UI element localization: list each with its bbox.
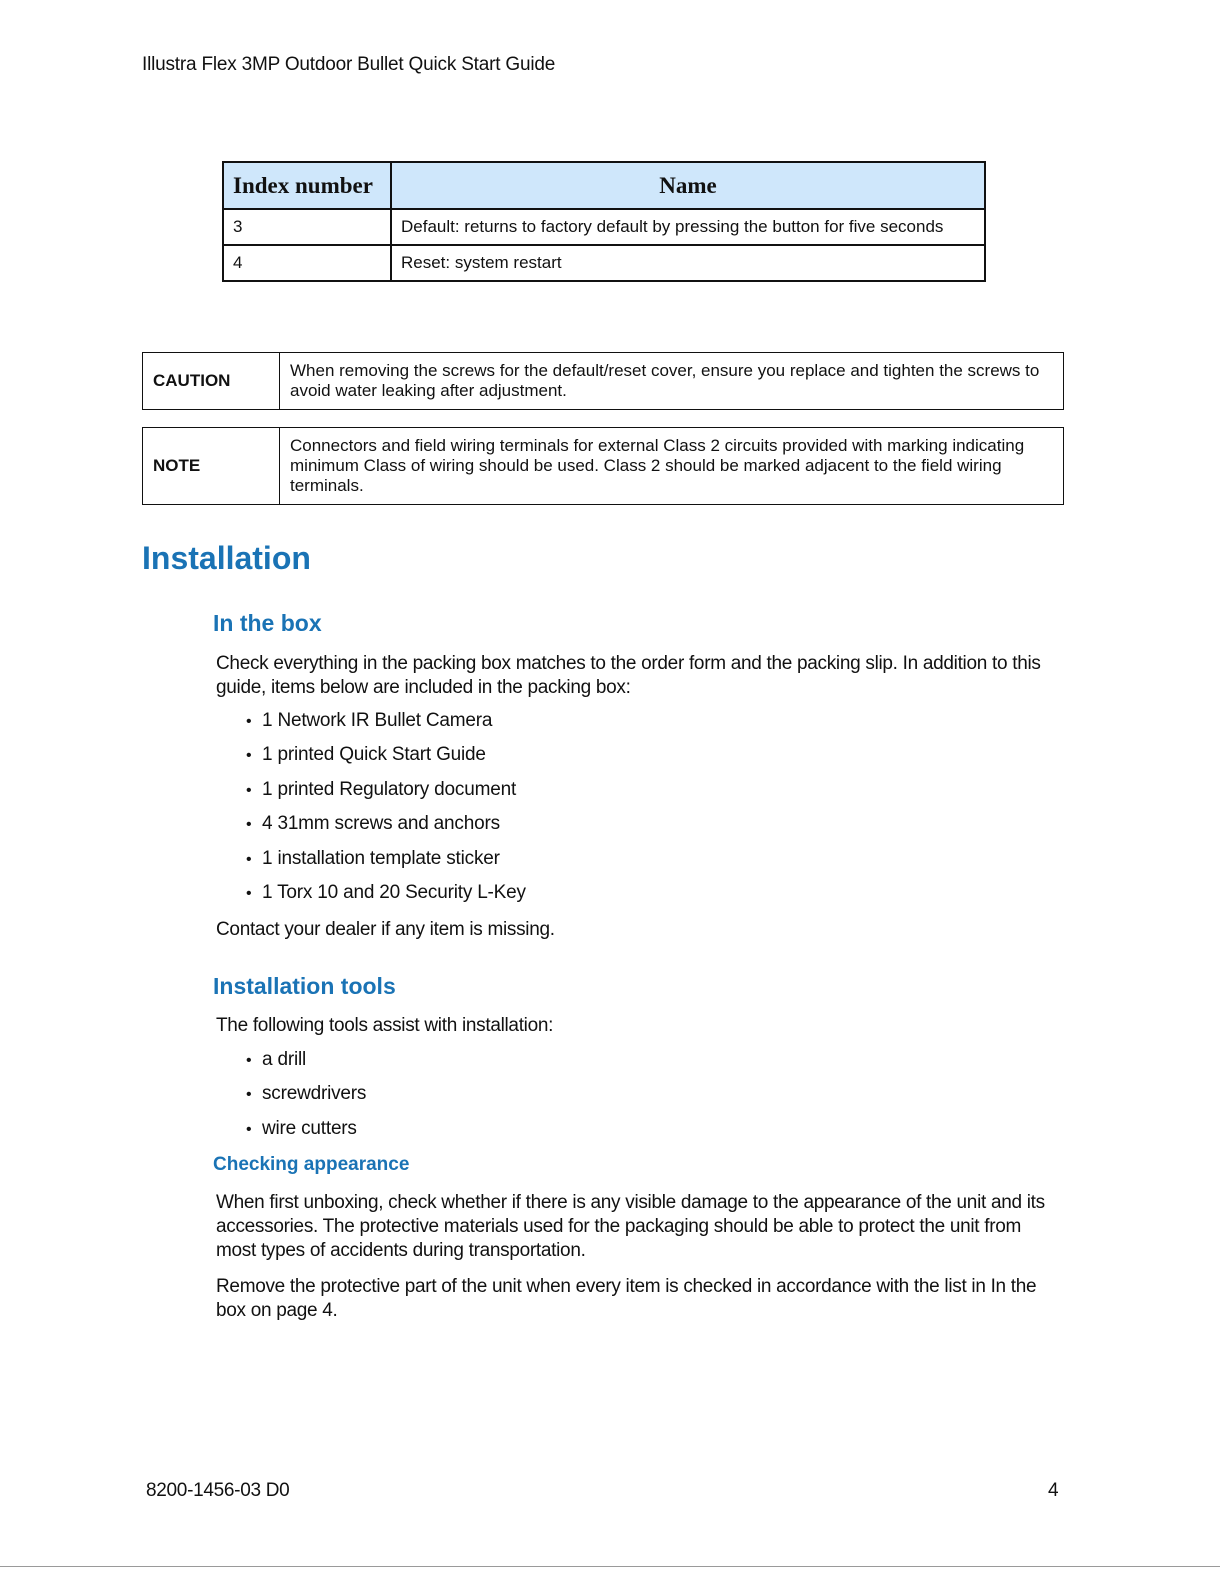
caution-text: When removing the screws for the default/reset cover, ensure you replace and tighten the screws to avoid water leaking after adjustment. <box>280 353 1064 410</box>
bullet-icon: • <box>246 1086 252 1104</box>
installation-tools-list <box>246 1048 366 1151</box>
in-the-box-intro: Check everything in the packing box matches to the order form and the packing slip. In addition to this guide, items below are included in the packing box: <box>216 653 1041 698</box>
column-header-index-number: Index number <box>223 162 391 209</box>
table-cell-index: 4 <box>223 245 391 281</box>
list-item <box>246 881 526 915</box>
list-item-text: 4 31mm screws and anchors <box>262 813 500 835</box>
list-item-text: wire cutters <box>262 1117 357 1139</box>
checking-appearance-heading: Checking appearance <box>213 1154 410 1175</box>
checking-appearance-paragraph-1: When first unboxing, check whether if there is any visible damage to the appearance of the unit and its accessories. The protective materials used for the packaging should be able to protect the unit from most types of accidents during transportation. <box>216 1192 1045 1261</box>
bullet-icon: • <box>246 850 252 868</box>
checking-appearance-paragraph-2: Remove the protective part of the unit when every item is checked in accordance with the list in In the box on page 4. <box>216 1276 1037 1321</box>
list-item-text: 1 Network IR Bullet Camera <box>262 710 493 731</box>
list-item <box>246 709 526 743</box>
index-table <box>222 161 986 282</box>
bullet-icon: • <box>246 816 252 834</box>
bullet-icon: • <box>246 747 252 765</box>
table-row <box>223 209 985 245</box>
in-the-box-heading: In the box <box>213 610 322 636</box>
in-the-box-list <box>246 709 526 915</box>
table-row <box>223 245 985 281</box>
note-label: NOTE <box>143 428 280 505</box>
footer-document-number: 8200-1456-03 D0 <box>146 1480 290 1501</box>
list-item <box>246 1048 366 1082</box>
bullet-icon: • <box>246 1120 252 1138</box>
caution-label: CAUTION <box>143 353 280 410</box>
note-text: Connectors and field wiring terminals for external Class 2 circuits provided with marking indicating minimum Class of wiring should be used. Class 2 should be marked adjacent to the field wiring terminals. <box>280 428 1064 505</box>
installation-tools-heading: Installation tools <box>213 973 396 999</box>
list-item <box>246 1117 366 1151</box>
page-header-title: Illustra Flex 3MP Outdoor Bullet Quick Start Guide <box>142 54 556 75</box>
note-box <box>142 427 1064 505</box>
list-item-text: 1 Torx 10 and 20 Security L-Key <box>262 881 526 903</box>
installation-tools-intro: The following tools assist with installation: <box>216 1015 554 1036</box>
list-item-text: 1 printed Regulatory document <box>262 778 517 800</box>
list-item <box>246 847 526 881</box>
column-header-name: Name <box>391 162 985 209</box>
table-cell-index: 3 <box>223 209 391 245</box>
page-bottom-divider <box>0 1566 1220 1567</box>
list-item <box>246 743 526 777</box>
table-cell-name: Reset: system restart <box>391 245 985 281</box>
bullet-icon: • <box>246 884 252 902</box>
bullet-icon: • <box>246 781 252 799</box>
installation-heading: Installation <box>142 540 311 576</box>
list-item-text: a drill <box>262 1049 307 1070</box>
footer-page-number: 4 <box>1048 1480 1059 1501</box>
caution-box <box>142 352 1064 410</box>
list-item <box>246 812 526 846</box>
table-cell-name: Default: returns to factory default by pressing the button for five seconds <box>391 209 985 245</box>
list-item-text: screwdrivers <box>262 1083 367 1105</box>
table-header-row <box>223 162 985 209</box>
bullet-icon: • <box>246 713 252 730</box>
list-item <box>246 778 526 812</box>
bullet-icon: • <box>246 1052 252 1069</box>
list-item <box>246 1082 366 1116</box>
list-item-text: 1 printed Quick Start Guide <box>262 744 486 766</box>
list-item-text: 1 installation template sticker <box>262 847 500 869</box>
in-the-box-outro: Contact your dealer if any item is missing. <box>216 919 555 940</box>
